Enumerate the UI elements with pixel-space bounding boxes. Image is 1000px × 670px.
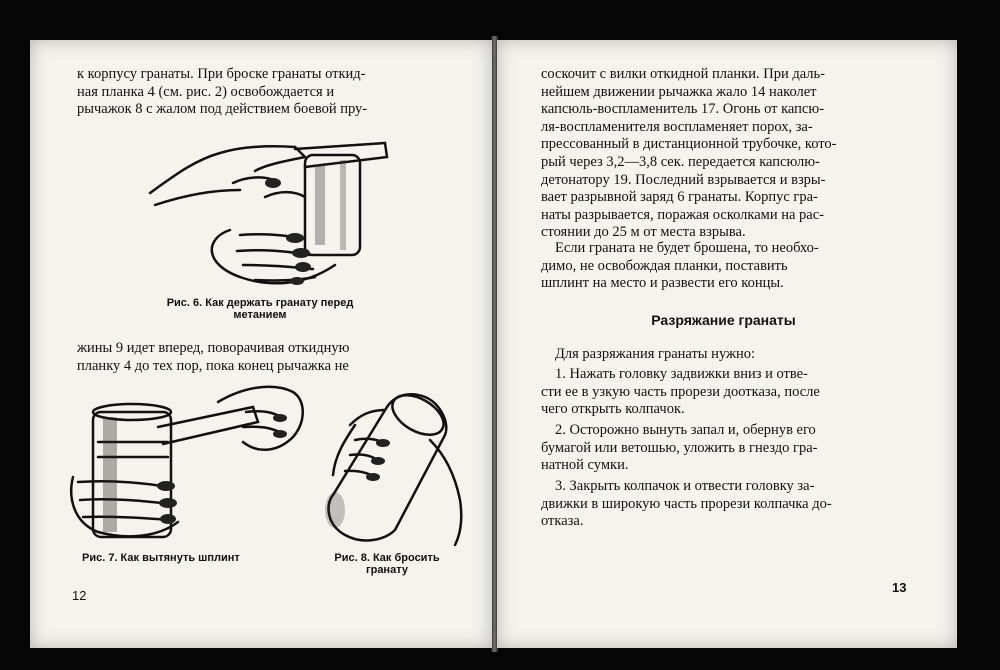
step-1	[541, 366, 906, 419]
left-paragraph-1	[77, 66, 449, 119]
left-paragraph-2	[77, 340, 449, 375]
text-line: планку 4 до тех пор, пока конец рычажка не	[77, 357, 349, 374]
text-line: детонатору 19. Последний взрывается и взры-	[541, 171, 826, 188]
right-paragraph-3	[555, 346, 905, 364]
text-line: рычажок 8 с жалом под действием боевой пру-	[77, 101, 368, 118]
text-line: 3. Закрыть колпачок и отвести головку за-	[555, 478, 815, 494]
text-line: Для разряжания гранаты нужно:	[555, 346, 756, 362]
page-number-right: 13	[892, 580, 907, 595]
text-line: движки в широкую часть прорези колпачка до-	[541, 495, 832, 512]
text-line: ная планка 4 (см. рис. 2) освобождается и	[77, 83, 335, 100]
step-3	[541, 478, 906, 531]
caption-line: гранату	[366, 564, 408, 576]
right-page	[497, 40, 957, 648]
text-line: рый через 3,2—3,8 сек. передается капсюлю-	[541, 153, 820, 170]
right-paragraph-1	[541, 66, 906, 242]
figure-7-pulling-pin	[68, 382, 308, 542]
text-line: ля-воспламенителя воспламеняет порох, за-	[541, 118, 813, 135]
page-number-left: 12	[72, 588, 87, 603]
right-paragraph-2	[541, 240, 906, 293]
figure-8-caption	[312, 552, 462, 576]
text-line: наты разрывается, поражая осколками на рас-	[541, 206, 825, 223]
text-line: соскочит с вилки откидной планки. При даль-	[541, 66, 825, 82]
text-line: шплинт на место и развести его концы.	[541, 275, 784, 292]
text-line: нейшем движении рычажка жало 14 наколет	[541, 83, 817, 100]
figure-6-caption	[140, 297, 380, 321]
figure-6-hand-holding-grenade	[145, 135, 395, 295]
section-heading: Разряжание гранаты	[651, 312, 796, 328]
text-line: капсюль-воспламенитель 17. Огонь от капсю-	[541, 101, 825, 118]
figure-8-throwing-grenade	[315, 385, 475, 550]
left-page	[30, 40, 492, 648]
text-line: к корпусу гранаты. При броске гранаты откид-	[77, 66, 366, 82]
text-line: 2. Осторожно вынуть запал и, обернув его	[555, 422, 816, 438]
caption-line: Рис. 6. Как держать гранату перед	[166, 297, 354, 309]
text-line: сти ее в узкую часть прорези доотказа, после	[541, 383, 820, 400]
text-line: димо, не освобождая планки, поставить	[541, 257, 788, 274]
caption-line: метанием	[233, 309, 287, 321]
text-line: вает разрывной заряд 6 гранаты. Корпус гра-	[541, 189, 818, 206]
step-2	[541, 422, 906, 475]
text-line: натной сумки.	[541, 457, 629, 474]
text-line: бумагой или ветошью, уложить в гнездо гра-	[541, 439, 818, 456]
text-line: стоянии до 25 м от места взрыва.	[541, 224, 746, 241]
caption-line: Рис. 8. Как бросить	[334, 552, 440, 564]
text-line: жины 9 идет вперед, поворачивая откидную	[77, 340, 350, 356]
text-line: прессованный в дистанционной трубочке, кото-	[541, 136, 837, 153]
figure-7-caption: Рис. 7. Как вытянуть шплинт	[82, 552, 240, 564]
text-line: 1. Нажать головку задвижки вниз и отве-	[555, 366, 808, 382]
text-line: чего открыть колпачок.	[541, 401, 685, 418]
text-line: Если граната не будет брошена, то необхо-	[555, 240, 819, 256]
text-line: отказа.	[541, 513, 584, 530]
